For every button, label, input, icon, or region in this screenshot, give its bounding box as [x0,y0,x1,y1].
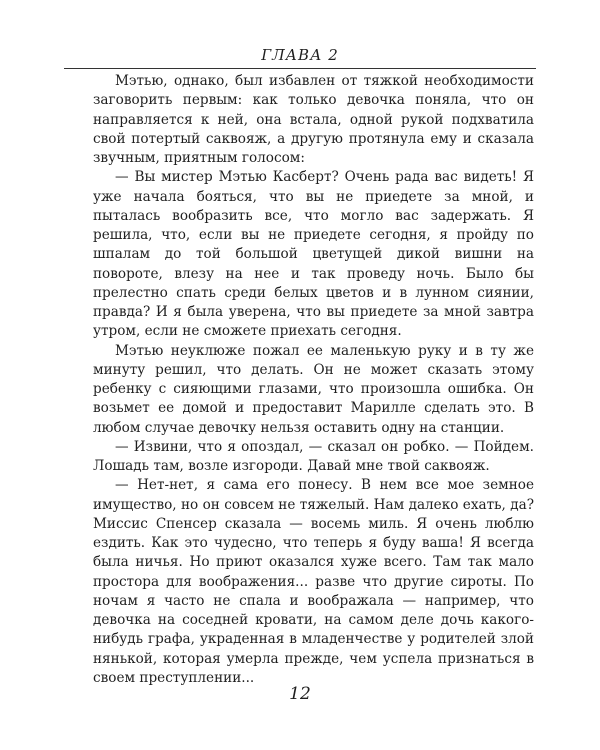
paragraph: Мэтью, однако, был избавлен от тяжкой необходимости заговорить первым: как только девочка поняла, что он направляется к ней, она встала, одной рукой подхватила свой потертый саквояж, а другую протянула ему и сказала звучным, приятным голосом: [93,73,534,166]
paragraph: — Извини, что я опоздал, — сказал он робко. — Пойдем. Лошадь там, возле изгороди. Давай мне твой саквояж. [93,438,534,474]
page-number: 12 [289,684,311,704]
chapter-title: ГЛАВА 2 [261,46,339,64]
running-header [64,40,536,69]
paragraph: — Вы мистер Мэтью Касберт? Очень рада вас видеть! Я уже начала бояться, что вы не приедете за мной, и пыталась вообразить все, что могло вас задержать. Я решила, что, если вы не приедете сегодня, я пройду по шпалам до той большой цветущей дикой вишни на повороте, влезу на нее и так проведу ночь. Было бы прелестно спать среди белых цветов и в лунном сиянии, правда? И я была уверена, что вы приедете за мной завтра утром, если не сможете приехать сегодня. [93,169,534,340]
paragraph: Мэтью неуклюже пожал ее маленькую руку и в ту же минуту решил, что делать. Он не может сказать этому ребенку с сияющими глазами, что произошла ошибка. Он возьмет ее домой и предоставит Марилле сделать это. В любом случае девочку нельзя оставить одну на станции. [93,342,534,436]
body-text [93,72,534,688]
paragraph: — Нет-нет, я сама его понесу. В нем все мое земное имущество, но он совсем не тяжелый. Нам далеко ехать, да? Миссис Спенсер сказала — восемь миль. Я очень люблю ездить. Как это чудесно, что теперь я буду ваша! Я всегда была ничья. Но приют оказался хуже всего. Там так мало простора для воображения... разве что другие сироты. По ночам я часто не спала и воображала — например, что девочка на соседней кровати, на самом деле дочь какого-нибудь графа, украденная в младенчестве у родителей злой нянькой, которая умерла прежде, чем успела признаться в своем преступлении... [93,477,534,686]
